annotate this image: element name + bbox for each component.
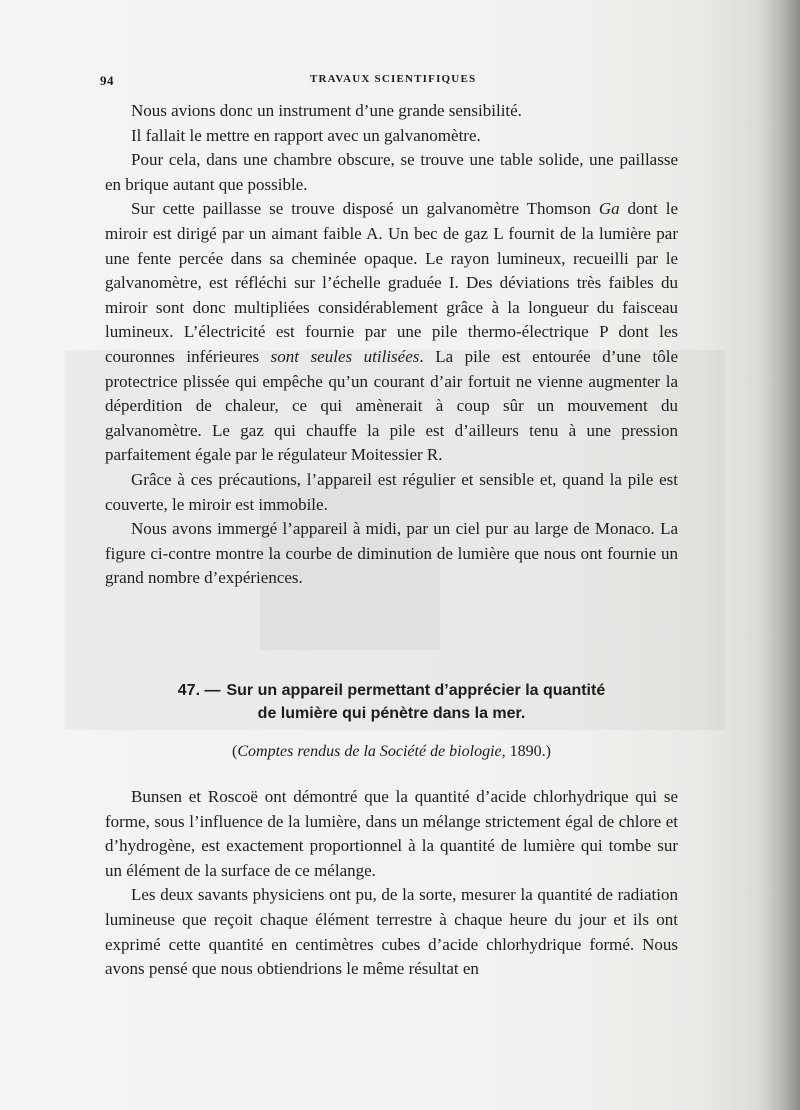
page-edge-shadow [760,0,800,1110]
text-run: Sur cette paillasse se trouve disposé un galvanomètre Thomson [131,199,599,219]
paragraph: Grâce à ces précautions, l’appareil est régulier et sensible et, quand la pile est couverte, le miroir est immobile. [105,469,678,514]
paragraph: Nous avions donc un instrument d’une grande sensibilité. [131,101,522,120]
paragraph: Nous avons immergé l’appareil à midi, par un ciel pur au large de Monaco. La figure ci-contre montre la courbe de diminution de lumière que nous ont fournie un grand nombre d’expériences. [105,519,678,588]
paragraph-apparatus [105,197,678,468]
section-heading-line-1 [105,679,678,702]
page-number: 94 [100,73,114,88]
citation-source: Comptes rendus de la Société de biologie [237,743,502,760]
galvanometer-symbol: Ga [598,199,620,219]
section-title-part-2: de lumière qui pénètre dans la mer. [257,705,526,722]
section-heading [105,679,678,725]
section-1-body [105,99,678,591]
section-number: 47. — [177,682,221,699]
section-2-body [105,785,678,982]
paragraph: Bunsen et Roscoë ont démontré que la quantité d’acide chlorhydrique qui se forme, sous l’influence de la lumière, dans un mélange strictement égal de chlore et d’hydrogène, est exactement proportionnel à la quantité de lumière qui tombe sur un élément de la surface de ce mélange. [105,787,678,880]
paragraph: Il fallait le mettre en rapport avec un galvanomètre. [131,125,481,145]
text-run: . La pile est entourée d’une tôle protectrice plissée qui empêche qu’un courant d’air fortuit ne vienne augmenter la déperdition de chaleur, ce qui amènerait à coup sûr un mouvement du galvanomètre. Le gaz qui chauffe la pile est d’ailleurs tenu à une pression parfaitement égale par le régulateur Moitessier R. [105,346,678,465]
section-title-part-1: Sur un appareil permettant d’apprécier la quantité [226,682,606,699]
running-head: TRAVAUX SCIENTIFIQUES [310,73,477,85]
text-run: dont le miroir est dirigé par un aimant faible A. Un bec de gaz L fournit de la lumière par une fente percée dans sa cheminée opaque. Le rayon lumineux, recueilli par le galvanomètre, est réfléchi sur l’échelle graduée I. Des déviations très faibles du miroir sont donc multipliées considérablement grâce à la longueur du faisceau lumineux. L’électricité est fournie par une pile thermo-électrique P dont les couronnes inférieures [105,199,678,366]
citation-year: , 1890.) [501,743,551,760]
paragraph: Les deux savants physiciens ont pu, de la sorte, mesurer la quantité de radiation lumineuse que reçoit chaque élément terrestre à chaque heure du jour et ils ont exprimé cette quantité en centimètres cubes d’acide chlorhydrique formé. Nous avons pensé que nous obtiendrions le même résultat en [105,885,678,979]
citation-open: ( [232,743,238,760]
paragraph: Pour cela, dans une chambre obscure, se trouve une table solide, une paillasse en brique autant que possible. [105,150,678,194]
citation [105,741,678,763]
emphasis-text: sont seules utilisées [270,346,420,366]
